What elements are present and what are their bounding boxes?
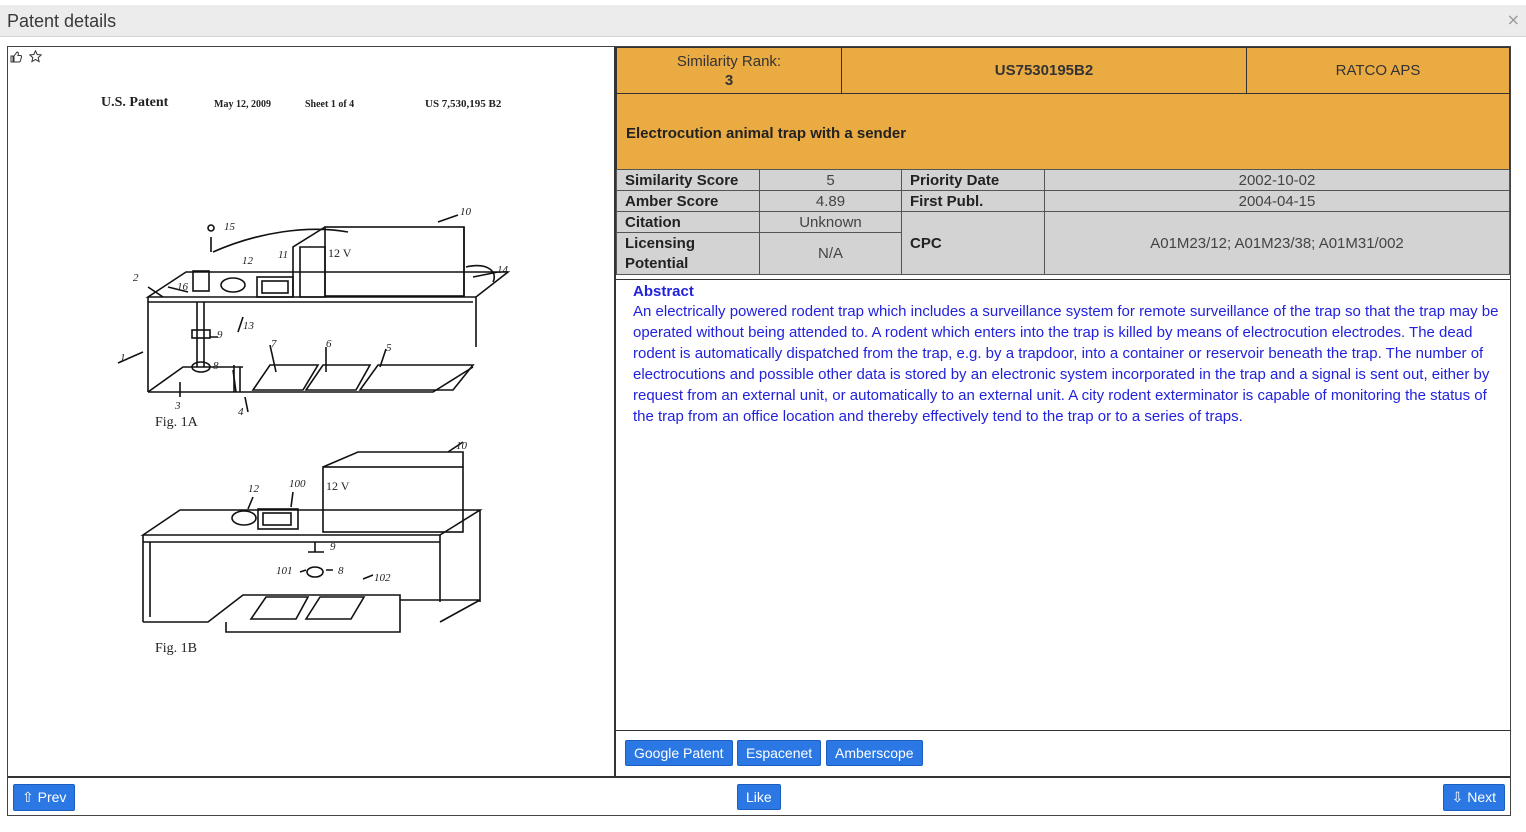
drawing-header-date: May 12, 2009: [214, 99, 271, 110]
abstract-section: [616, 279, 1510, 731]
licensing-potential-value: N/A: [760, 233, 902, 275]
amber-score-label: Amber Score: [617, 191, 760, 212]
svg-text:10: 10: [460, 206, 471, 218]
svg-text:4: 4: [238, 406, 244, 418]
similarity-rank-label: Similarity Rank:: [676, 52, 782, 70]
svg-text:5: 5: [386, 342, 392, 354]
citation-label: Citation: [617, 212, 760, 233]
patent-title: Electrocution animal trap with a sender: [617, 94, 1510, 173]
patent-info-pane: [616, 47, 1510, 776]
svg-text:16: 16: [177, 281, 188, 293]
svg-text:8: 8: [338, 565, 344, 577]
espacenet-button[interactable]: Espacenet: [737, 740, 821, 766]
svg-text:101: 101: [276, 565, 293, 577]
drawing-header-number: US 7,530,195 B2: [425, 98, 502, 110]
first-publ-value: 2004-04-15: [1045, 191, 1510, 212]
figure-1a-caption: Fig. 1A: [155, 415, 198, 430]
patent-header-table: [616, 47, 1510, 173]
google-patent-button[interactable]: Google Patent: [625, 740, 733, 766]
voltage-label-1b: 12 V: [326, 479, 350, 493]
priority-date-value: 2002-10-02: [1045, 170, 1510, 191]
like-button[interactable]: Like: [737, 784, 781, 810]
figure-1b-callouts: [248, 440, 468, 584]
svg-text:15: 15: [224, 221, 235, 233]
amberscope-button[interactable]: Amberscope: [826, 740, 923, 766]
dialog-title: Patent details: [7, 11, 117, 31]
patent-drawing: [8, 47, 614, 776]
svg-text:10: 10: [456, 440, 467, 452]
svg-text:102: 102: [374, 572, 391, 584]
figure-1a-callouts: [120, 206, 509, 418]
licensing-potential-label: Licensing Potential: [617, 233, 760, 275]
abstract-heading: Abstract: [633, 283, 694, 300]
figure-1b-caption: Fig. 1B: [155, 641, 198, 656]
svg-text:2: 2: [133, 272, 139, 284]
figure-1a: [118, 215, 508, 412]
dialog-titlebar: [0, 5, 1526, 37]
svg-text:12: 12: [248, 483, 259, 495]
next-button[interactable]: ⇩ Next: [1443, 784, 1505, 811]
similarity-rank-cell: [617, 48, 842, 94]
abstract-text: An electrically powered rodent trap which includes a surveillance system for remote surveillance of the trap so that the trap may be operated without being attended to. A rodent which enters into the trap is killed by means of electrocution electrodes. The dead rodent is automatically dispatched from the trap, e.g. by a trapdoor, into a container or reservoir beneath the trap. The number of electrocutions and possible other data is stored by an electronic system incorporated in the trap and a signal is sent out, either by request from an external unit, or automatically to an external unit. A city rodent exterminator is capable of monitoring the status of the trap from an office location and thereby effectively tend to the trap or to a series of traps.: [633, 303, 1499, 425]
external-links-bar: [616, 735, 1510, 767]
navigation-bar: [8, 776, 1510, 815]
svg-text:100: 100: [289, 478, 306, 490]
svg-text:9: 9: [217, 329, 223, 341]
svg-text:1: 1: [120, 352, 126, 364]
svg-text:7: 7: [271, 338, 277, 350]
prev-button[interactable]: ⇧ Prev: [13, 784, 75, 811]
priority-date-label: Priority Date: [902, 170, 1045, 191]
svg-text:8: 8: [213, 360, 219, 372]
svg-text:12: 12: [242, 255, 253, 267]
svg-text:14: 14: [497, 264, 508, 276]
voltage-label-1a: 12 V: [328, 246, 352, 260]
svg-text:13: 13: [243, 320, 254, 332]
similarity-score-value: 5: [760, 170, 902, 191]
patent-info-table: [616, 169, 1510, 275]
similarity-rank-value: 3: [724, 71, 734, 89]
drawing-header-sheet: Sheet 1 of 4: [305, 99, 355, 110]
svg-text:9: 9: [330, 541, 336, 553]
similarity-score-label: Similarity Score: [617, 170, 760, 191]
first-publ-label: First Publ.: [902, 191, 1045, 212]
amber-score-value: 4.89: [760, 191, 902, 212]
patent-number: US7530195B2: [842, 48, 1247, 94]
cpc-value: A01M23/12; A01M23/38; A01M31/002: [1045, 212, 1510, 275]
cpc-label: CPC: [902, 212, 1045, 275]
svg-text:3: 3: [175, 400, 181, 412]
svg-text:11: 11: [278, 249, 289, 261]
svg-text:6: 6: [326, 338, 332, 350]
assignee: RATCO APS: [1247, 48, 1510, 94]
patent-details-panel: [7, 46, 1511, 816]
citation-value: Unknown: [760, 212, 902, 233]
figure-1b: [143, 442, 480, 632]
drawing-header-left: U.S. Patent: [101, 95, 169, 110]
close-icon[interactable]: ×: [1506, 10, 1520, 29]
patent-drawing-pane: [8, 47, 616, 776]
